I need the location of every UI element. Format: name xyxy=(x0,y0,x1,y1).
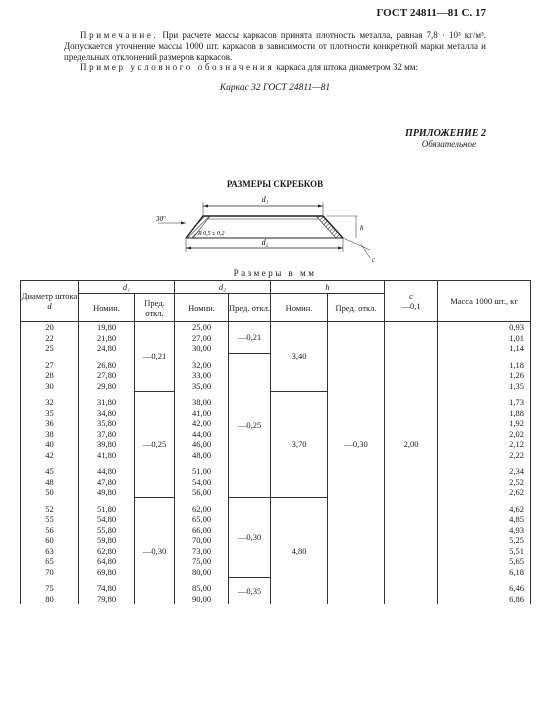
col-diameter xyxy=(21,281,79,322)
cell-d2-nominal: 27,00 xyxy=(175,333,229,344)
cell-d2-nominal: 42,00 xyxy=(175,418,229,429)
col-d1: d₁ xyxy=(79,281,175,294)
d2-label: d₂ xyxy=(261,238,269,247)
cell-d1-nominal: 37,80 xyxy=(79,429,135,440)
cell-d2-nominal: 51,00 xyxy=(175,466,229,477)
cell-d: 35 xyxy=(21,408,79,419)
cell-d2-tol: —0,35 xyxy=(229,577,271,604)
cell-mass: 2,22 xyxy=(438,450,531,461)
cell-d1-nominal: 62,80 xyxy=(79,546,135,557)
cell-d2-tol: —0,21 xyxy=(229,322,271,354)
cell-mass: 1,18 xyxy=(438,360,531,371)
units-caption: Размеры в мм xyxy=(233,268,317,278)
cell-mass: 2,52 xyxy=(438,477,531,488)
cell-d2-nominal: 32,00 xyxy=(175,360,229,371)
cell-d1-nominal: 54,80 xyxy=(79,514,135,525)
scraper-drawing xyxy=(148,188,388,266)
cell-d1-nominal: 24,80 xyxy=(79,343,135,354)
cell-mass: 6,86 xyxy=(438,594,531,605)
cell-d2-nominal: 66,00 xyxy=(175,525,229,536)
cell-mass: 4,85 xyxy=(438,514,531,525)
cell-d: 60 xyxy=(21,535,79,546)
table-body xyxy=(21,322,531,605)
cell-d1-nominal: 19,80 xyxy=(79,322,135,333)
note-text: При расчете массы каркасов принята плотность металла, равная 7,8 · 10³ кг/м³. Допускается уточнение массы 1000 шт. каркасов в зависимости от плотности конкретной марки металла и предельных отклонений размеров каркасов. xyxy=(64,30,487,62)
cell-d1-nominal: 79,80 xyxy=(79,594,135,605)
cell-d1-nominal: 44,80 xyxy=(79,466,135,477)
cell-d: 65 xyxy=(21,556,79,567)
cell-d2-nominal: 38,00 xyxy=(175,397,229,408)
appendix-heading xyxy=(405,128,486,149)
cell-h-tol: —0,30 xyxy=(328,391,385,498)
figure-title: РАЗМЕРЫ СКРЕБКОВ xyxy=(226,179,324,189)
cell-d: 50 xyxy=(21,487,79,498)
cell-d1-nominal: 74,80 xyxy=(79,583,135,594)
col-d2: d₂ xyxy=(175,281,271,294)
cell-mass: 5,25 xyxy=(438,535,531,546)
cell-d: 75 xyxy=(21,583,79,594)
cell-mass: 6,18 xyxy=(438,567,531,578)
col-c-sym: c xyxy=(409,291,413,301)
cell-d: 48 xyxy=(21,477,79,488)
cell-d1-nominal: 27,80 xyxy=(79,370,135,381)
cell-d1-nominal: 55,80 xyxy=(79,525,135,536)
cell-mass: 2,62 xyxy=(438,487,531,498)
cell-d2-nominal: 25,00 xyxy=(175,322,229,333)
cell-d2-nominal: 54,00 xyxy=(175,477,229,488)
cell-h-tol xyxy=(328,498,385,605)
cell-d: 30 xyxy=(21,381,79,392)
col-d2-nominal: Номин. xyxy=(175,294,229,322)
angle-label: 30° xyxy=(156,215,166,223)
col-d1-tol: Пред. откл. xyxy=(135,294,175,322)
cell-d1-nominal: 49,80 xyxy=(79,487,135,498)
appendix-title: ПРИЛОЖЕНИЕ 2 xyxy=(405,128,486,139)
cell-mass: 6,46 xyxy=(438,583,531,594)
cell-d1-nominal: 69,80 xyxy=(79,567,135,578)
cell-d2-nominal: 33,00 xyxy=(175,370,229,381)
col-d2-tol: Пред. откл. xyxy=(229,294,271,322)
example-designation: Каркас 32 ГОСТ 24811—81 xyxy=(219,83,331,93)
cell-d: 52 xyxy=(21,504,79,515)
cell-d: 25 xyxy=(21,343,79,354)
col-h-tol: Пред. откл. xyxy=(328,294,385,322)
cell-h-nominal: 3,70 xyxy=(271,391,328,498)
cell-d2-tol: —0,25 xyxy=(229,354,271,498)
cell-d1-nominal: 39,80 xyxy=(79,439,135,450)
col-diameter-label: Диаметр штока xyxy=(21,291,78,301)
cell-d: 38 xyxy=(21,429,79,440)
cell-d1-tol: —0,30 xyxy=(135,498,175,605)
cell-d2-nominal: 41,00 xyxy=(175,408,229,419)
cell-d2-nominal: 75,00 xyxy=(175,556,229,567)
cell-mass: 1,14 xyxy=(438,343,531,354)
cell-c: 2,00 xyxy=(385,391,438,498)
cell-mass: 2,34 xyxy=(438,466,531,477)
cell-mass: 4,93 xyxy=(438,525,531,536)
example-paragraph xyxy=(64,62,486,73)
cell-d: 55 xyxy=(21,514,79,525)
cell-d: 28 xyxy=(21,370,79,381)
cell-d1-tol: —0,25 xyxy=(135,391,175,498)
cell-d2-nominal: 73,00 xyxy=(175,546,229,557)
cell-d1-tol: —0,21 xyxy=(135,322,175,392)
cell-d: 56 xyxy=(21,525,79,536)
c-label: c xyxy=(372,256,376,264)
cell-d1-nominal: 26,80 xyxy=(79,360,135,371)
cell-d1-nominal: 41,80 xyxy=(79,450,135,461)
cell-h-nominal: 3,40 xyxy=(271,322,328,392)
dimensions-table xyxy=(20,280,531,604)
cell-d: 70 xyxy=(21,567,79,578)
cell-d2-nominal: 85,00 xyxy=(175,583,229,594)
cell-d2-nominal: 62,00 xyxy=(175,504,229,515)
cell-d1-nominal: 21,80 xyxy=(79,333,135,344)
cell-d1-nominal: 59,80 xyxy=(79,535,135,546)
cell-d: 36 xyxy=(21,418,79,429)
cell-mass: 0,93 xyxy=(438,322,531,333)
cell-mass: 4,62 xyxy=(438,504,531,515)
cell-mass: 5,51 xyxy=(438,546,531,557)
appendix-status: Обязательное xyxy=(421,139,476,149)
d1-label: d₁ xyxy=(261,195,269,204)
cell-mass: 1,01 xyxy=(438,333,531,344)
right-hatch xyxy=(316,216,343,238)
cell-d2-nominal: 44,00 xyxy=(175,429,229,440)
cell-d2-nominal: 90,00 xyxy=(175,594,229,605)
cell-c xyxy=(385,322,438,392)
cell-d2-nominal: 65,00 xyxy=(175,514,229,525)
cell-d1-nominal: 35,80 xyxy=(79,418,135,429)
cell-d: 63 xyxy=(21,546,79,557)
cell-mass: 2,12 xyxy=(438,439,531,450)
radius-label: R 0,5 ± 0,2 xyxy=(198,231,225,237)
cell-d: 42 xyxy=(21,450,79,461)
h-label: h xyxy=(360,224,364,232)
cell-d2-nominal: 30,00 xyxy=(175,343,229,354)
cell-d1-nominal: 29,80 xyxy=(79,381,135,392)
cell-d: 80 xyxy=(21,594,79,605)
cell-d: 20 xyxy=(21,322,79,333)
page-header: ГОСТ 24811—81 С. 17 xyxy=(376,7,486,19)
cell-h-tol xyxy=(328,322,385,392)
cell-d1-nominal: 34,80 xyxy=(79,408,135,419)
cell-d2-nominal: 46,00 xyxy=(175,439,229,450)
cell-mass: 2,02 xyxy=(438,429,531,440)
table-row xyxy=(21,322,531,333)
col-h: h xyxy=(271,281,385,294)
cell-d2-nominal: 80,00 xyxy=(175,567,229,578)
cell-d2-nominal: 48,00 xyxy=(175,450,229,461)
cell-d: 22 xyxy=(21,333,79,344)
col-diameter-sym: d xyxy=(47,301,52,311)
cell-d1-nominal: 64,80 xyxy=(79,556,135,567)
example-text: каркаса для штока диаметром 32 мм: xyxy=(276,62,418,72)
cell-d2-nominal: 70,00 xyxy=(175,535,229,546)
col-d1-nominal: Номин. xyxy=(79,294,135,322)
col-h-nominal: Номин. xyxy=(271,294,328,322)
cell-d2-nominal: 56,00 xyxy=(175,487,229,498)
cell-d: 45 xyxy=(21,466,79,477)
cell-mass: 1,88 xyxy=(438,408,531,419)
cell-mass: 1,35 xyxy=(438,381,531,392)
cell-d: 32 xyxy=(21,397,79,408)
cell-d2-tol: —0,30 xyxy=(229,498,271,578)
cell-h-nominal: 4,80 xyxy=(271,498,328,605)
col-c xyxy=(385,281,438,322)
note-label: Примечание. xyxy=(80,30,159,40)
cell-d: 40 xyxy=(21,439,79,450)
cell-d2-nominal: 35,00 xyxy=(175,381,229,392)
cell-mass: 1,26 xyxy=(438,370,531,381)
cell-mass: 1,73 xyxy=(438,397,531,408)
col-c-tol: —0,1 xyxy=(401,301,421,311)
cell-d1-nominal: 31,80 xyxy=(79,397,135,408)
cell-d1-nominal: 51,80 xyxy=(79,504,135,515)
col-mass: Масса 1000 шт., кг xyxy=(438,281,531,322)
cell-mass: 5,65 xyxy=(438,556,531,567)
cell-d: 27 xyxy=(21,360,79,371)
example-label: Пример условного обозначения xyxy=(80,62,275,72)
cell-c xyxy=(385,498,438,605)
cell-mass: 1,92 xyxy=(438,418,531,429)
cell-d1-nominal: 47,80 xyxy=(79,477,135,488)
note-paragraph xyxy=(64,30,486,63)
